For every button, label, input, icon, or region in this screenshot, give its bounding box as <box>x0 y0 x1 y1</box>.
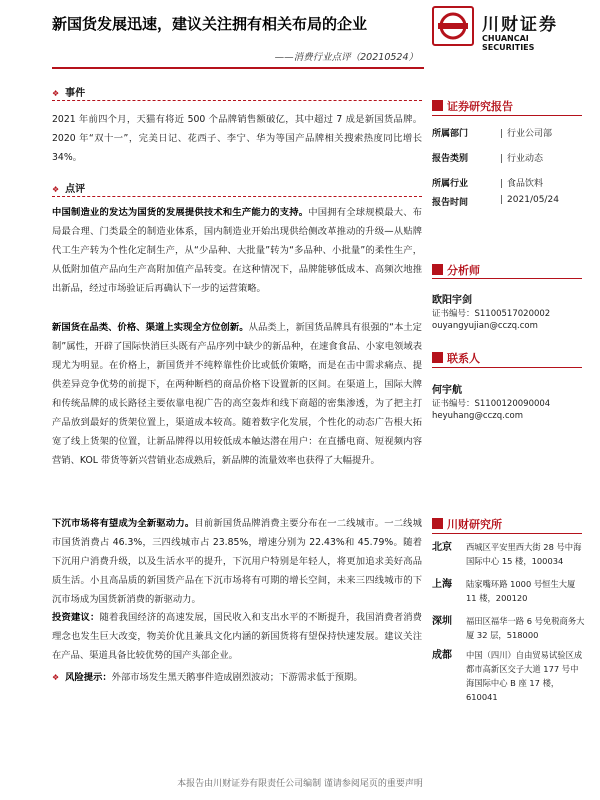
comment-heading: ❖ 点评 <box>52 184 86 195</box>
sidebar-divider <box>432 278 582 279</box>
analyst-name: 欧阳宇剑 <box>432 295 472 306</box>
office-city-shanghai: 上海 <box>432 579 452 590</box>
paragraph-innovation <box>52 318 422 470</box>
report-info-heading: 证券研究报告 <box>432 98 513 114</box>
info-key: 报告类别 <box>432 154 469 164</box>
info-value: | 行业公司部 <box>500 126 552 139</box>
paragraph-lead: 下沉市场将有望成为全新驱动力。 <box>52 518 195 529</box>
square-bullet-icon <box>432 100 443 111</box>
contact-cert: 证书编号：S1100120090004 <box>432 399 551 409</box>
office-city-beijing: 北京 <box>432 542 452 553</box>
paragraph-lower-tier-market <box>52 514 422 609</box>
sidebar-divider <box>432 533 582 534</box>
paragraph-manufacturing <box>52 203 422 298</box>
paragraph-investment-advice <box>52 608 422 665</box>
contact-heading: 联系人 <box>432 350 480 366</box>
company-logo <box>432 6 582 50</box>
risk-label: 风险提示： <box>65 672 112 683</box>
office-address-beijing: 西城区平安里西大街 28 号中海国际中心 15 楼，100034 <box>466 542 582 566</box>
paragraph-body: 随着我国经济的高速发展，国民收入和支出水平的不断提升，我国消费者消费理念也发生巨大改变，物美价优且兼具文化内涵的新国货将有望保持快速发展。建议关注在产品、渠道具备比较优势的国产头部企业。 <box>52 612 422 661</box>
contact-name: 何宇航 <box>432 385 462 396</box>
logo-english-name: CHUANCAI SECURITIES <box>482 34 535 52</box>
info-key: 报告时间 <box>432 198 469 208</box>
info-value: | 2021/05/24 <box>500 195 559 205</box>
sidebar-divider <box>432 115 582 116</box>
office-address-shanghai: 陆家嘴环路 1000 号恒生大厦 11 楼，200120 <box>466 579 576 603</box>
risk-text: 外部市场发生黑天鹅事件造成剧烈波动；下游需求低于预期。 <box>111 672 363 683</box>
header-divider <box>52 67 424 69</box>
event-divider <box>52 100 422 101</box>
paragraph-body: 目前新国货品牌消费主要分布在一二线城市。一二线城市国货消费占 46.3%，三四线城市占 23.85%，增速分别为 22.43%和 45.79%。随着下沉用户消费升级，以及生活水平的提升，下沉用户特别是年轻人，将更加追求美好高品质生活。小且高品质的新国货产品在下沉市场将有可期的增长空间，未来三四线城市的下沉市场成为国货新消费的新驱动力。 <box>52 518 422 605</box>
info-value: | 食品饮料 <box>500 176 543 189</box>
paragraph-body: 从品类上，新国货品牌具有很强的“本土定制”属性，开辟了国际快消巨头既有产品序列中缺少的新品种，在速食食品、小家电领域表现尤为明显。在价格上，新国货并不纯粹靠性价比或低价策略，而是在击中需求痛点、提供差异竞争优势的前提下，在两种断档的商品价格下设置新的区间。在渠道上，国际大牌和传统品牌的成长路径主要依靠电视广告的高空轰炸和线下商超的密集渗透，为了把主打产品放到最好的货架位置上，渠道成本较高。随着数字化发展，个性化的动态广告根大拓宽了线上货架的位置，让新品牌得以用较低成本触达潜在用户：在直播电商、短视频内容营销、KOL 带货等新兴营销业态成熟后，新品牌的流量效率也获得了大幅提升。 <box>52 322 422 466</box>
diamond-icon: ❖ <box>52 89 60 98</box>
office-city-chengdu: 成都 <box>432 650 452 661</box>
event-paragraph: 2021 年前四个月，天猫有将近 500 个品牌销售额破亿，其中超过 7 成是新国货品牌。2020 年“双十一”，完美日记、花西子、李宁、华为等国产品牌相关搜索热度同比增长 34%。 <box>52 114 422 163</box>
square-bullet-icon <box>432 264 443 275</box>
analyst-heading: 分析师 <box>432 262 480 278</box>
report-subtitle: ——消费行业点评（20210524） <box>274 52 418 63</box>
event-heading: ❖ 事件 <box>52 88 86 99</box>
report-title: 新国货发展迅速，建议关注拥有相关布局的企业 <box>52 15 368 33</box>
risk-warning <box>52 668 422 687</box>
analyst-email[interactable]: ouyangyujian@cczq.com <box>432 321 538 331</box>
diamond-icon: ❖ <box>52 673 60 682</box>
comment-divider <box>52 196 422 197</box>
analyst-cert: 证书编号：S1100517020002 <box>432 309 551 319</box>
sidebar-divider <box>432 367 582 368</box>
page-footer: 本报告由川财证券有限责任公司编制 谨请参阅尾页的重要声明 <box>177 779 423 789</box>
logo-chinese-name: 川财证券 <box>482 15 558 35</box>
logo-mark-icon <box>432 6 474 46</box>
office-city-shenzhen: 深圳 <box>432 616 452 627</box>
paragraph-body: 中国拥有全球规模最大、布局最合理、门类最全的制造业体系，国内制造业开始出现供给侧改革推动的升级—从贴牌代工生产转为个性化定制生产，从“少品种、大批量”转为“多品种、小批量”的柔性生产，从低附加值产品向生产高附加值产品转变。在这种情况下，品牌能够低成本、高频次地推出新品，经过市场验证后再确认下一步的运营策略。 <box>52 207 422 294</box>
contact-email[interactable]: heyuhang@cczq.com <box>432 411 523 421</box>
paragraph-lead: 投资建议： <box>52 612 100 623</box>
info-value: | 行业动态 <box>500 151 543 164</box>
info-key: 所属行业 <box>432 179 469 189</box>
paragraph-lead: 中国制造业的发达为国货的发展提供技术和生产能力的支持。 <box>52 207 309 218</box>
info-key: 所属部门 <box>432 129 469 139</box>
square-bullet-icon <box>432 518 443 529</box>
office-address-chengdu: 中国（四川）自由贸易试验区成都市高新区交子大道 177 号中海国际中心 B 座 17 楼，610041 <box>466 650 583 702</box>
square-bullet-icon <box>432 352 443 363</box>
diamond-icon: ❖ <box>52 185 60 194</box>
paragraph-lead: 新国货在品类、价格、渠道上实现全方位创新。 <box>52 322 249 333</box>
office-address-shenzhen: 福田区福华一路 6 号免税商务大厦 32 层，518000 <box>466 616 585 640</box>
institute-heading: 川财研究所 <box>432 516 502 532</box>
